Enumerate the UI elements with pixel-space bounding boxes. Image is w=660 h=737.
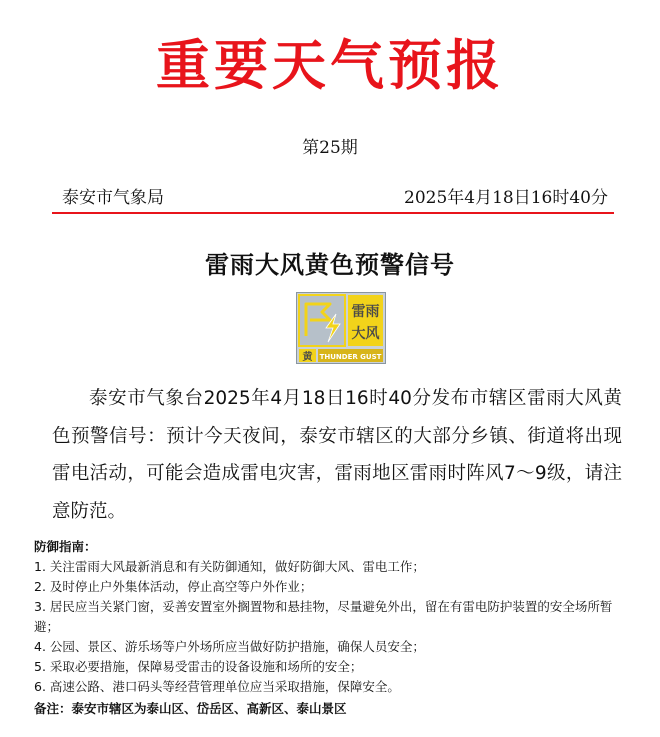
- masthead-title: 重要天气预报: [156, 33, 504, 97]
- icon-label-bottom: 大风: [351, 326, 380, 342]
- header-divider: [52, 212, 614, 214]
- defense-guide: [34, 537, 634, 719]
- guide-item: 2. 及时停止户外集体活动，停止高空等户外作业；: [34, 579, 313, 594]
- guide-item: 3. 居民应当关紧门窗，妥善安置室外搁置物和悬挂物，尽量避免外出，留在有雷电防护装置的安全场所暂避；: [34, 599, 613, 634]
- icon-level-char: 黄: [302, 352, 313, 363]
- warning-body: 泰安市气象台2025年4月18日16时40分发布市辖区雷雨大风黄色预警信号：预计今天夜间，泰安市辖区的大部分乡镇、街道将出现雷电活动，可能会造成雷电灾害，雷雨地区雷雨时阵风7～9级，请注意防范。: [52, 388, 622, 522]
- guide-item: 1. 关注雷雨大风最新消息和有关防御通知，做好防御大风、雷电工作；: [34, 559, 425, 574]
- meta-row: [62, 183, 614, 209]
- icon-english-label: THUNDER GUST: [319, 353, 382, 361]
- icon-label-top: 雷雨: [351, 304, 380, 320]
- issuing-organization: 泰安市气象局: [62, 188, 164, 208]
- guide-item: 6. 高速公路、港口码头等经营管理单位应当采取措施，保障安全。: [34, 679, 400, 694]
- guide-title: 防御指南：: [34, 539, 97, 554]
- warning-headline: 雷雨大风黄色预警信号: [205, 250, 455, 279]
- guide-item: 4. 公园、景区、游乐场等户外场所应当做好防护措施，确保人员安全；: [34, 639, 425, 654]
- guide-item: 5. 采取必要措施，保障易受雷击的设备设施和场所的安全；: [34, 659, 363, 674]
- issue-time: 2025年4月18日16时40分: [404, 188, 608, 208]
- guide-note: 备注：泰安市辖区为泰山区、岱岳区、高新区、泰山景区: [34, 701, 347, 716]
- thunderstorm-wind-yellow-warning-icon: [296, 292, 386, 364]
- issue-number: 第25期: [302, 138, 358, 158]
